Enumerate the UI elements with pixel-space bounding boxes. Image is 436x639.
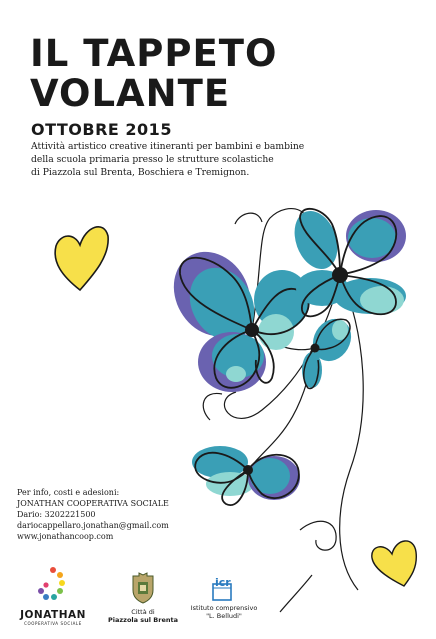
comune-label-line2: Piazzola sul Brenta	[108, 616, 178, 624]
istituto-logo	[182, 574, 266, 620]
description-line: di Piazzola sul Brenta, Boschiera e Tremignon.	[31, 167, 250, 178]
jonathan-subtitle: COOPERATIVA SOCIALE	[24, 621, 82, 626]
jonathan-logo-icon	[33, 566, 73, 606]
title-line-2: VOLANTE	[30, 72, 231, 115]
yellow-heart-small-icon	[372, 541, 417, 586]
comune-label-line1: Città di	[131, 608, 155, 616]
info-heading: Per info, costi e adesioni:	[17, 488, 120, 497]
event-date: OTTOBRE 2015	[31, 120, 172, 139]
istituto-mark	[182, 574, 266, 604]
comune-logo	[105, 572, 181, 624]
info-website[interactable]: www.jonathancoop.com	[17, 532, 114, 541]
small-middle-flower	[302, 312, 359, 389]
jonathan-name: JONATHAN	[20, 609, 86, 621]
info-phone: Dario: 3202221500	[17, 510, 96, 519]
yellow-heart-icon	[55, 227, 108, 290]
top-right-flower	[287, 205, 406, 316]
istituto-label-line2: "L. Belludi"	[206, 612, 242, 620]
coat-of-arms-icon	[130, 572, 156, 604]
description-line: Attività artistico creative itineranti per bambini e bambine	[31, 141, 305, 152]
description-line: della scuola primaria presso le strutture scolastiche	[31, 154, 274, 165]
istituto-label-line1: Istituto comprensivo	[190, 604, 258, 612]
title-line-1: IL TAPPETO	[30, 32, 278, 75]
left-flower	[159, 238, 310, 392]
info-organization: JONATHAN COOPERATIVA SOCIALE	[17, 499, 169, 508]
jonathan-logo	[14, 566, 92, 626]
istituto-mark-text: icr	[215, 576, 231, 589]
bottom-flower	[192, 446, 300, 505]
contact-info	[17, 487, 169, 542]
info-email[interactable]: dariocappellaro.jonathan@gmail.com	[17, 521, 169, 530]
